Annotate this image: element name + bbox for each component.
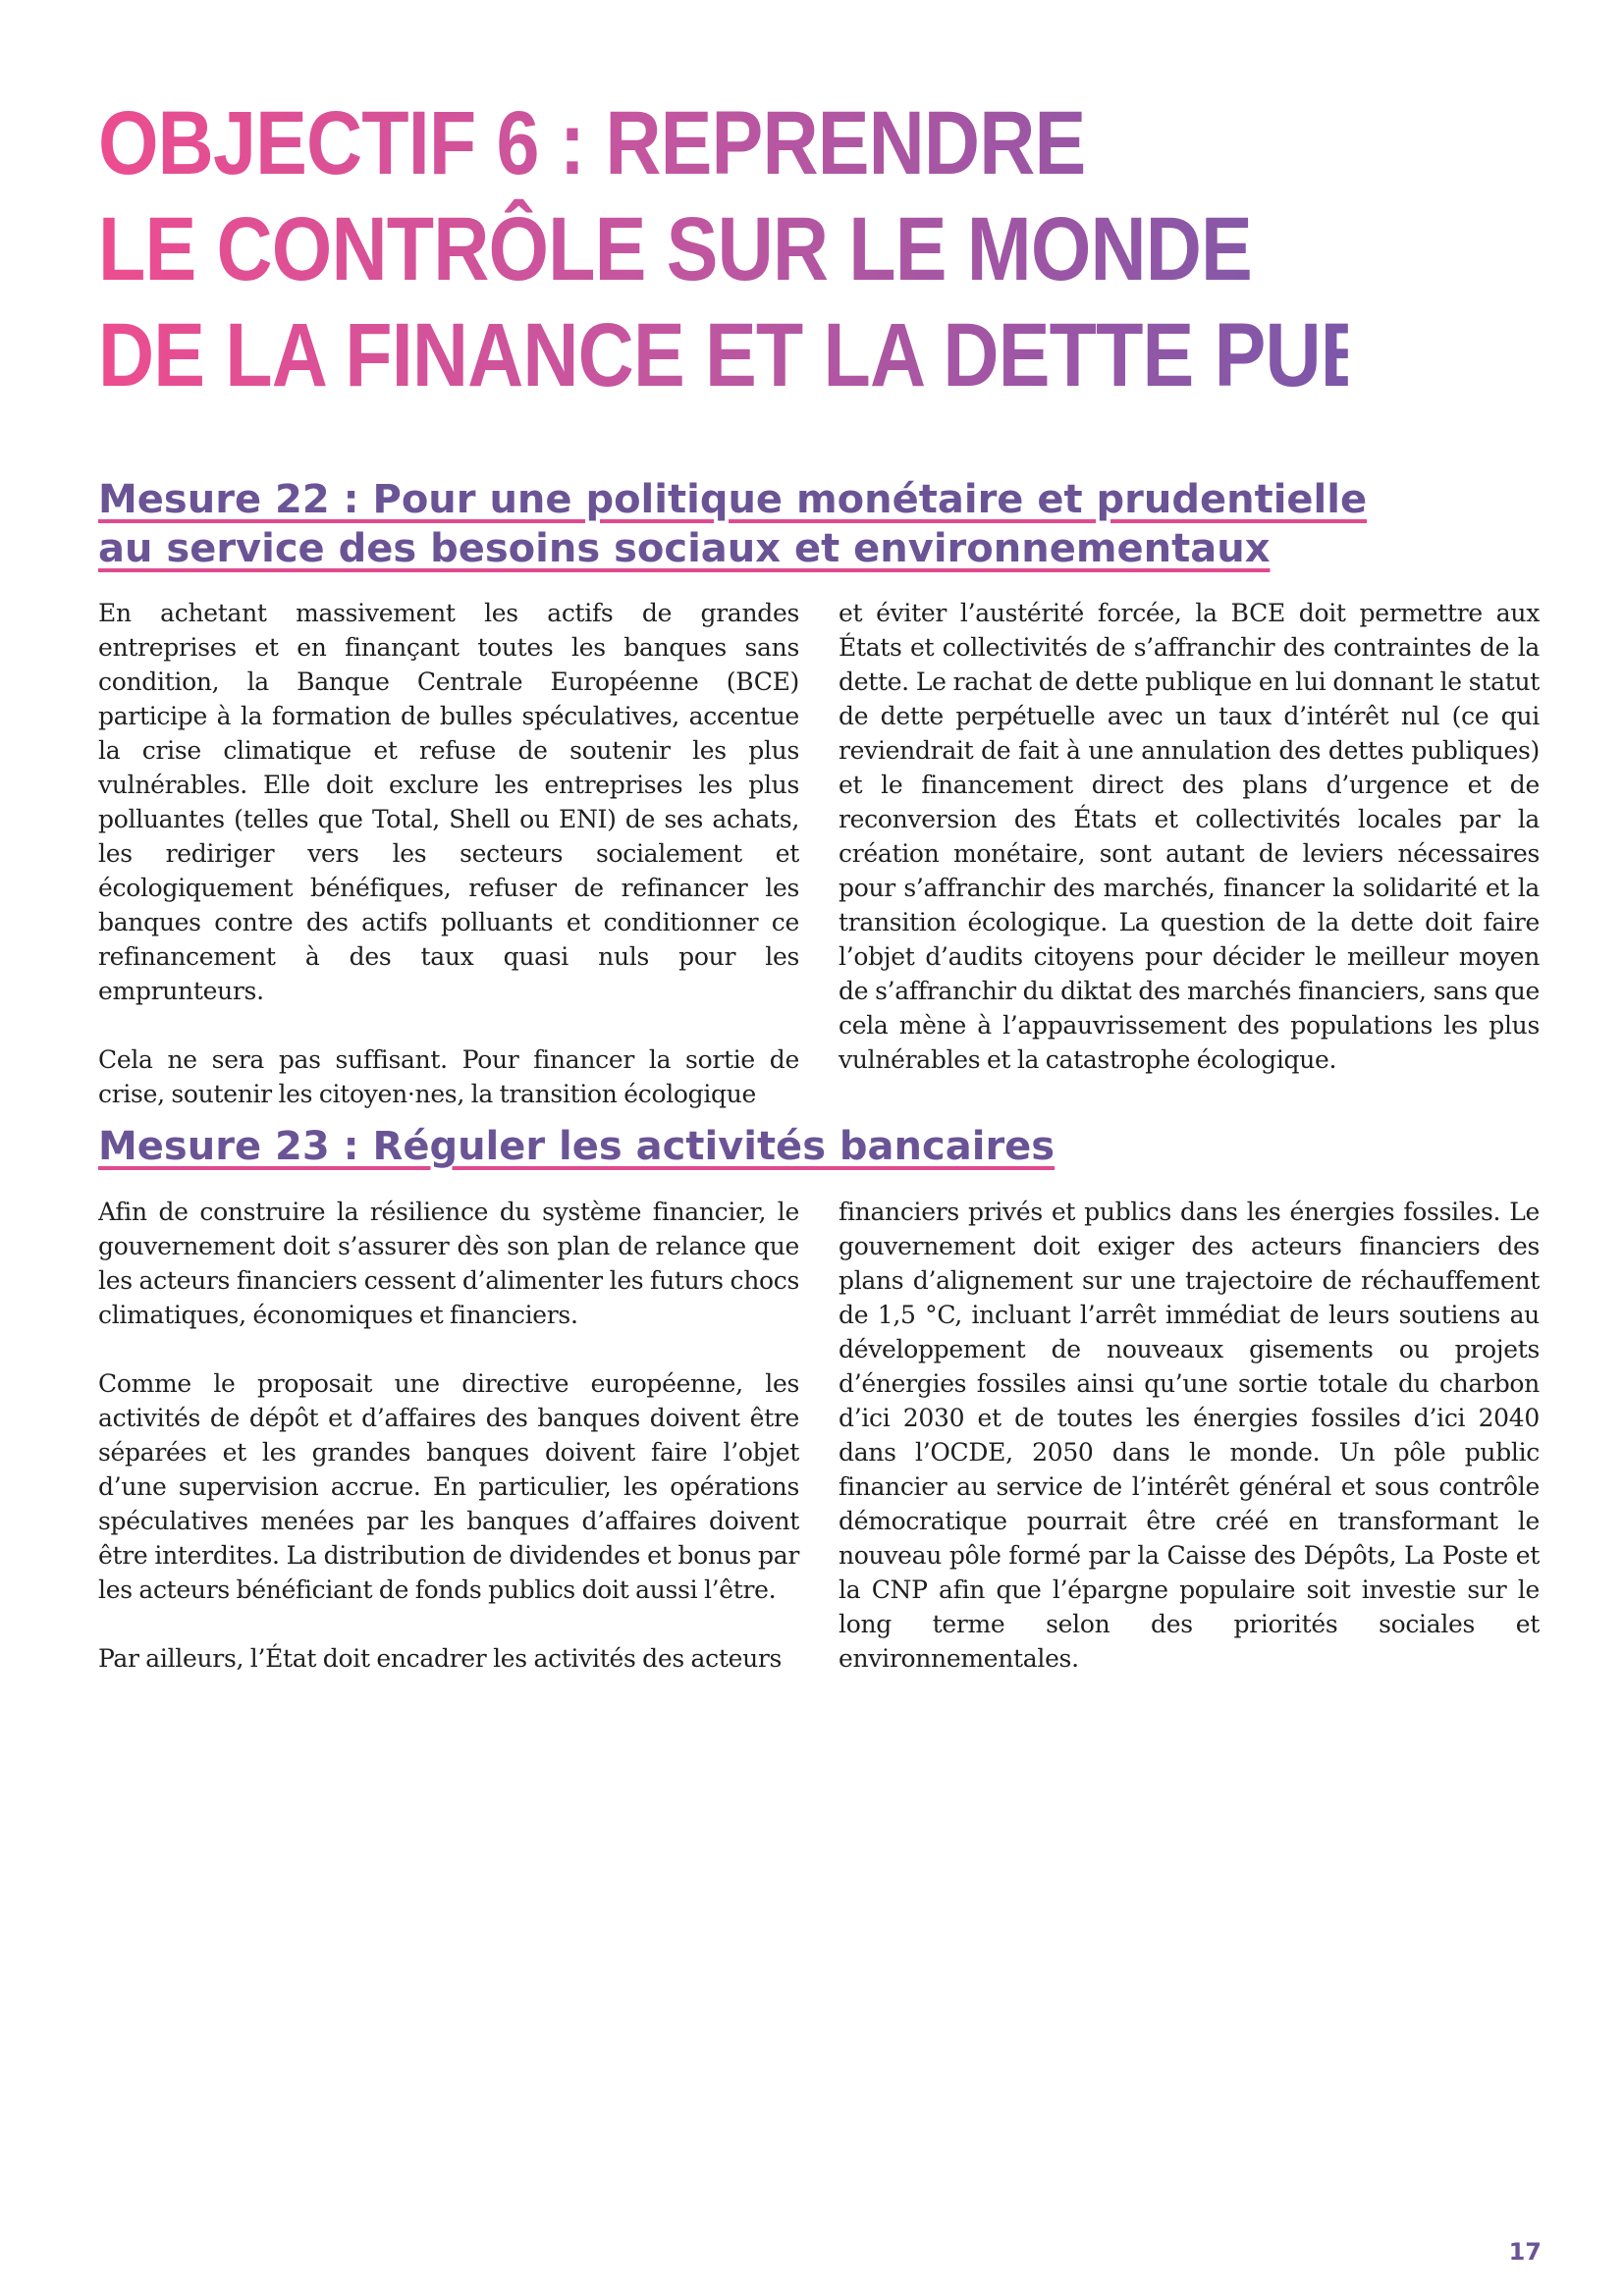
mesure-23-heading <box>98 1122 1375 1171</box>
page-title-line: LE CONTRÔLE SUR LE MONDE <box>98 199 1252 299</box>
mesure-23-column-right <box>839 1195 1540 1676</box>
mesure-22-column-right <box>839 596 1540 1077</box>
mesure-22-column-left <box>98 596 799 1111</box>
page-title <box>98 90 1609 408</box>
paragraph: En achetant massivement les actifs de grandes entreprises et en finançant toutes les banques sans condition, la Banque Centrale Européenne (BCE) participe à la formation de bulles spéculatives, accentue la crise climatique et refuse de soutenir les plus vulnérables. Elle doit exclure les entreprises les plus polluantes (telles que Total, Shell ou ENI) de ses achats, les rediriger vers les secteurs socialement et écologiquement bénéfiques, refuser de refinancer les banques contre des actifs polluants et conditionner ce refinancement à des taux quasi nuls pour les emprunteurs. <box>98 599 799 1005</box>
paragraph: Cela ne sera pas suffisant. Pour financer la sortie de crise, soutenir les citoyen·nes, la transition écologique <box>98 1045 799 1108</box>
paragraph: Afin de construire la résilience du système financier, le gouvernement doit s’assurer dès son plan de relance que les acteurs financiers cessent d’alimenter les futurs chocs climatiques, économiques et financiers. <box>98 1198 799 1329</box>
mesure-23-heading-line: Mesure 23 : Réguler les activités bancaires <box>98 1124 1056 1169</box>
paragraph: Comme le proposait une directive européenne, les activités de dépôt et d’affaires des banques doivent être séparées et les grandes banques doivent faire l’objet d’une supervision accrue. En particulier, les opérations spéculatives menées par les banques d’affaires doivent être interdites. La distribution de dividendes et bonus par les acteurs bénéficiant de fonds publics doit aussi l’être. <box>98 1369 799 1604</box>
page-title-line: DE LA FINANCE ET LA DETTE PUBLIQUE <box>98 305 1609 405</box>
mesure-22-heading <box>98 475 1375 573</box>
paragraph: et éviter l’austérité forcée, la BCE doit permettre aux États et collectivités de s’affranchir des contraintes de la dette. Le rachat de dette publique en lui donnant le statut de dette perpétuelle avec un taux d’intérêt nul (ce qui reviendrait de fait à une annulation des dettes publiques) et le financement direct des plans d’urgence et de reconversion des États et collectivités locales par la création monétaire, sont autant de leviers nécessaires pour s’affranchir des marchés, financer la solidarité et la transition écologique. La question de la dette doit faire l’objet d’audits citoyens pour décider le meilleur moyen de s’affranchir du diktat des marchés financiers, sans que cela mène à l’appauvrissement des populations les plus vulnérables et la catastrophe écologique. <box>839 599 1540 1074</box>
mesure-22-heading-line: Mesure 22 : Pour une politique monétaire et prudentielle <box>98 477 1368 522</box>
paragraph: financiers privés et publics dans les énergies fossiles. Le gouvernement doit exiger des acteurs financiers des plans d’alignement sur une trajectoire de réchauffement de 1,5 °C, incluant l’arrêt immédiat de leurs soutiens au développement de nouveaux gisements ou projets d’énergies fossiles ainsi qu’une sortie totale du charbon d’ici 2030 et de toutes les énergies fossiles d’ici 2040 dans l’OCDE, 2050 dans le monde. Un pôle public financier au service de l’intérêt général et sous contrôle démocratique pourrait être créé en transformant le nouveau pôle formé par la Caisse des Dépôts, La Poste et la CNP afin que l’épargne populaire soit investie sur le long terme selon des priorités sociales et environnementales. <box>839 1198 1540 1673</box>
page-title-line: OBJECTIF 6 : REPRENDRE <box>98 93 1086 193</box>
mesure-22-heading-line: au service des besoins sociaux et environnementaux <box>98 526 1271 571</box>
mesure-23-column-left <box>98 1195 799 1676</box>
paragraph: Par ailleurs, l’État doit encadrer les activités des acteurs <box>98 1644 783 1673</box>
page-number: 17 <box>1508 2238 1542 2266</box>
